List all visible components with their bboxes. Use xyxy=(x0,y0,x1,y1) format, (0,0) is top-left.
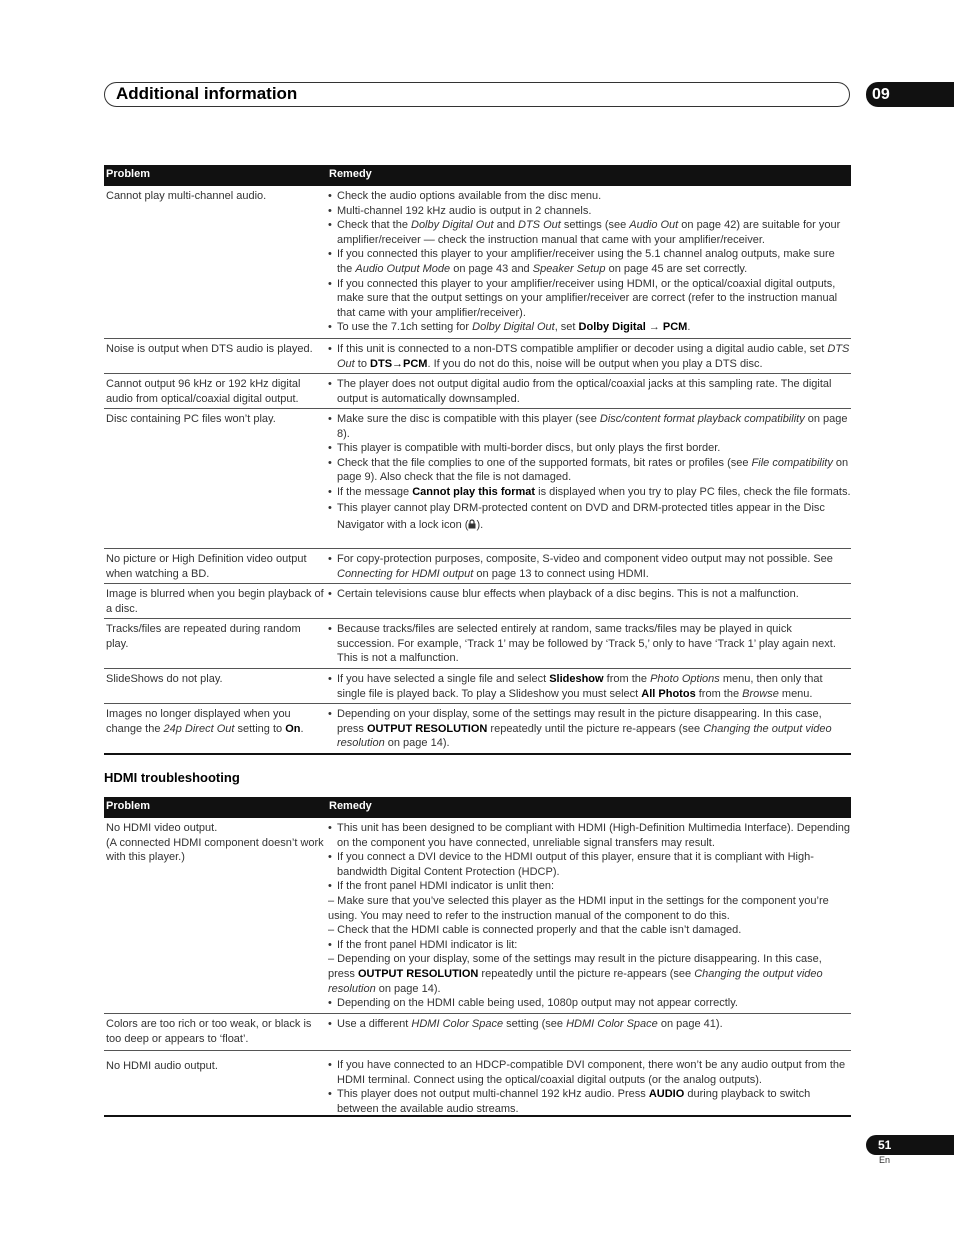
problem-cell: SlideShows do not play. xyxy=(106,673,223,685)
header-remedy: Remedy xyxy=(329,168,372,180)
language-label: En xyxy=(879,1155,891,1165)
remedy-cell xyxy=(328,409,851,538)
remedy-item: • For copy-protection purposes, composite, S-video and component video output may not possible. See Connecting for HDMI output on page 13 to connect using HDMI. xyxy=(328,552,851,581)
remedy-cell xyxy=(328,1014,851,1036)
problem-cell: No picture or High Definition video output when watching a BD. xyxy=(106,553,307,580)
remedy-item: • If you have connected to an HDCP-compatible DVI component, there won’t be any audio output from the HDMI terminal. Connect using the optical/coaxial digital outputs (or the analog outputs). xyxy=(328,1058,851,1087)
problem-cell: No HDMI audio output. xyxy=(106,1060,218,1072)
table-row xyxy=(104,186,851,339)
remedy-item: • Check that the file complies to one of the supported formats, bit rates or profiles (see File compatibility on page 9). Also check that the file is not damaged. xyxy=(328,456,851,485)
remedy-item: • If the front panel HDMI indicator is lit: xyxy=(328,938,851,953)
table-row xyxy=(104,704,851,755)
header-problem: Problem xyxy=(106,168,151,180)
remedy-item: • This unit has been designed to be compliant with HDMI (High-Definition Multimedia Interface). Depending on the component you have connected, unreliable signal transfers may result. xyxy=(328,821,851,850)
problem-cell: Image is blurred when you begin playback of a disc. xyxy=(106,588,324,615)
remedy-item: • Because tracks/files are selected entirely at random, same tracks/files may be played in quick succession. For example, ‘Track 1’ may be followed by ‘Track 5,’ only to have ‘Track 1’ play again next. This is not a malfunction. xyxy=(328,622,851,666)
table-row xyxy=(104,339,851,374)
remedy-item: • Check the audio options available from the disc menu. xyxy=(328,189,851,204)
hdmi-troubleshooting-table xyxy=(104,797,851,1117)
table-header xyxy=(104,165,851,186)
remedy-item: • To use the 7.1ch setting for Dolby Digital Out, set Dolby Digital → PCM. xyxy=(328,320,851,335)
remedy-item: • If you connect a DVI device to the HDMI output of this player, ensure that it is compliant with High-bandwidth Digital Content Protection (HDCP). xyxy=(328,850,851,879)
remedy-cell xyxy=(328,669,851,705)
remedy-dash-item: – Make sure that you’ve selected this player as the HDMI input in the settings for the component you’re using. You may need to refer to the instruction manual of the component to do this. xyxy=(328,894,829,922)
remedy-item: • Depending on the HDMI cable being used, 1080p output may not appear correctly. xyxy=(328,996,851,1011)
remedy-item: • If you have selected a single file and select Slideshow from the Photo Options menu, then only that single file is played back. To play a Slideshow you must select All Photos from the Browse menu. xyxy=(328,672,851,701)
problem-cell: Colors are too rich or too weak, or black is too deep or appears to ‘float’. xyxy=(106,1018,312,1045)
table-row xyxy=(104,1014,851,1051)
remedy-item: • If the front panel HDMI indicator is unlit then: xyxy=(328,879,851,894)
table-row xyxy=(104,818,851,1014)
problem-cell: Disc containing PC files won’t play. xyxy=(106,413,276,425)
header-problem: Problem xyxy=(106,800,151,812)
problem-cell: Noise is output when DTS audio is played. xyxy=(106,343,313,355)
section-title: HDMI troubleshooting xyxy=(104,770,240,785)
remedy-cell xyxy=(328,1051,851,1120)
table-header xyxy=(104,797,851,818)
remedy-cell xyxy=(328,339,851,375)
remedy-item: • If the message Cannot play this format is displayed when you try to play PC files, check the file formats. xyxy=(328,485,851,500)
header-remedy: Remedy xyxy=(329,800,372,812)
remedy-item: • Make sure the disc is compatible with this player (see Disc/content format playback compatibility on page 8). xyxy=(328,412,851,441)
remedy-cell xyxy=(328,619,851,670)
remedy-cell xyxy=(328,186,851,339)
remedy-dash-item: – Check that the HDMI cable is connected properly and that the cable isn’t damaged. xyxy=(328,924,742,937)
remedy-item: • This player is compatible with multi-border discs, but only plays the first border. xyxy=(328,441,851,456)
remedy-item: • This player cannot play DRM-protected content on DVD and DRM-protected titles appear in the Disc Navigator with a lock icon ( ). xyxy=(328,500,851,534)
remedy-item: • Multi-channel 192 kHz audio is output in 2 channels. xyxy=(328,204,851,219)
table-row xyxy=(104,549,851,584)
chapter-tab: 09 xyxy=(866,82,954,107)
problem-cell: Tracks/files are repeated during random play. xyxy=(106,623,301,650)
remedy-item: • If you connected this player to your amplifier/receiver using HDMI, or the optical/coaxial digital outputs, make sure that the output settings on your amplifier/receiver are correct (refer to the instruction manual that came with your amplifier/receiver). xyxy=(328,277,851,321)
problem-cell: Cannot output 96 kHz or 192 kHz digital audio from optical/coaxial digital output. xyxy=(106,378,301,405)
page-number: 51 xyxy=(866,1135,954,1155)
remedy-item: • This player does not output multi-channel 192 kHz audio. Press AUDIO during playback to switch between the available audio streams. xyxy=(328,1087,851,1116)
problem-cell: Cannot play multi-channel audio. xyxy=(106,190,267,202)
remedy-item: • If this unit is connected to a non-DTS compatible amplifier or decoder using a digital audio cable, set DTS Out to DTS→PCM. If you do not do this, noise will be output when you play a DTS disc. xyxy=(328,342,851,371)
remedy-dash-item: – Depending on your display, some of the settings may result in the picture disappearing. In this case, press OUTPUT RESOLUTION repeatedly until the picture re-appears (see Changing the output video resolution on page 14). xyxy=(328,953,823,995)
remedy-item: • The player does not output digital audio from the optical/coaxial jacks at this sampling rate. The digital output is automatically downsampled. xyxy=(328,377,851,406)
remedy-item: • If you connected this player to your amplifier/receiver using the 5.1 channel analog outputs, make sure the Audio Output Mode on page 43 and Speaker Setup on page 45 are set correctly. xyxy=(328,247,851,276)
remedy-item: • Certain televisions cause blur effects when playback of a disc begins. This is not a malfunction. xyxy=(328,587,851,602)
remedy-item: • Depending on your display, some of the settings may result in the picture disappearing. In this case, press OUTPUT RESOLUTION repeatedly until the picture re-appears (see Changing the output video resolution on page 14). xyxy=(328,707,851,751)
table-row xyxy=(104,669,851,704)
table-row xyxy=(104,1051,851,1117)
problem-cell: No HDMI video output. (A connected HDMI component doesn’t work with this player.) xyxy=(106,822,324,864)
table-row xyxy=(104,409,851,549)
problem-cell: Images no longer displayed when you change the 24p Direct Out setting to On. xyxy=(106,708,304,735)
remedy-cell xyxy=(328,374,851,410)
table-row xyxy=(104,584,851,619)
remedy-cell xyxy=(328,704,851,755)
remedy-item: • Check that the Dolby Digital Out and DTS Out settings (see Audio Out on page 42) are suitable for your amplifier/receiver — check the instruction manual that came with your amplifier/receiver. xyxy=(328,218,851,247)
remedy-item: • Use a different HDMI Color Space setting (see HDMI Color Space on page 41). xyxy=(328,1017,851,1032)
page-title: Additional information xyxy=(116,84,298,103)
remedy-cell xyxy=(328,818,851,1015)
table-row xyxy=(104,619,851,669)
remedy-cell xyxy=(328,549,851,585)
table-row xyxy=(104,374,851,409)
troubleshooting-table xyxy=(104,165,851,755)
remedy-cell xyxy=(328,584,851,606)
